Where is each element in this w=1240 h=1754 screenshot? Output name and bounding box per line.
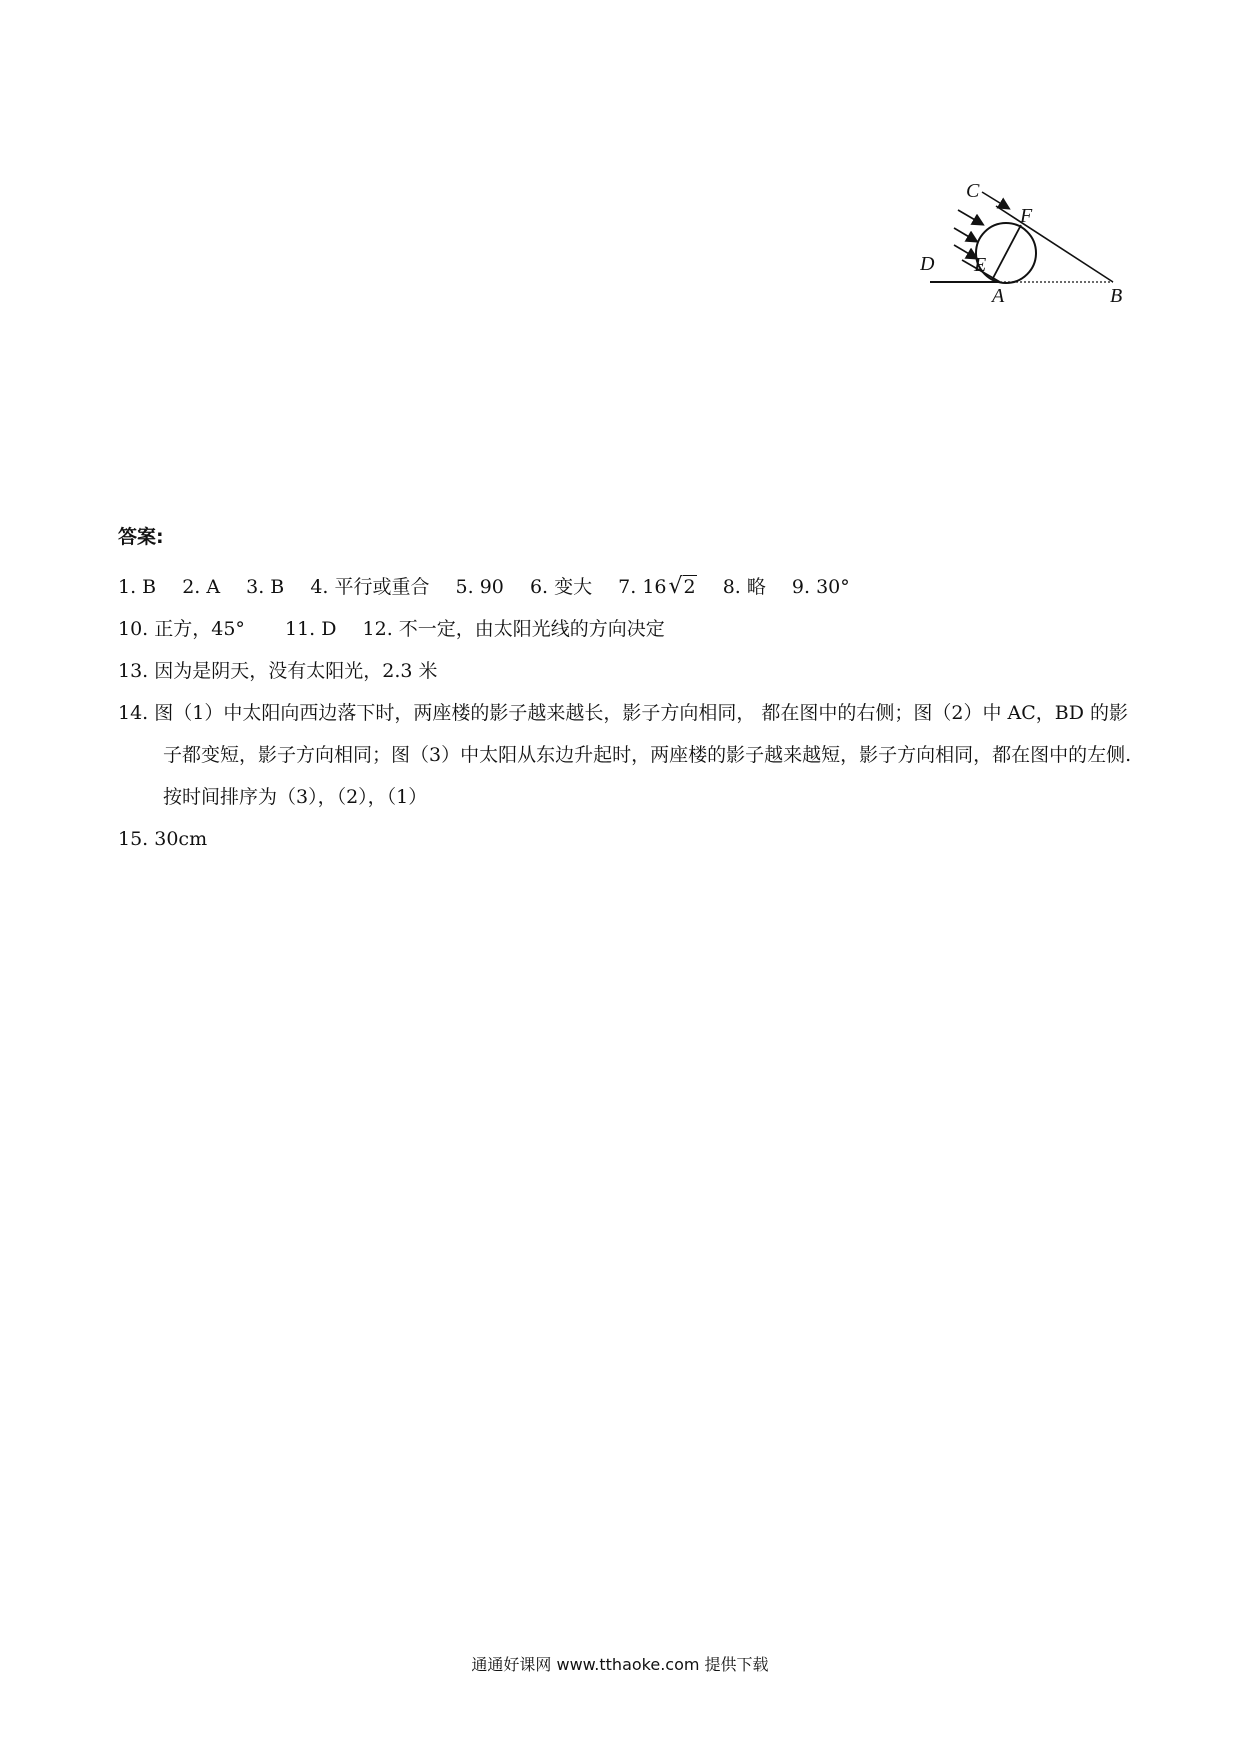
answers-list [118,566,1138,860]
label-a: A [992,285,1005,307]
answer-q7-prefix: 7. 16 [618,576,667,598]
label-b: B [1110,285,1123,307]
label-f: F [1020,205,1033,227]
page-footer: 通通好课网 www.tthaoke.com 提供下载 [471,1655,769,1674]
diameter-ef [992,225,1021,280]
answer-q13: 13. 因为是阴天，没有太阳光，2.3 米 [118,660,438,682]
tangent-line-upper [996,206,1113,282]
answer-q10: 10. 正方，45° [118,618,245,640]
answer-q6: 6. 变大 [529,576,593,598]
radicand: 2 [683,576,696,598]
answer-q5: 5. 90 [455,576,504,598]
answer-q4: 4. 平行或重合 [310,576,430,598]
label-d: D [920,253,935,275]
sqrt-expression [667,566,697,608]
answer-q1: 1. B [118,576,157,598]
sun-ray-2 [958,210,982,224]
answer-q3: 3. B [246,576,285,598]
geometry-figure [920,170,1160,320]
label-c: C [966,180,980,202]
sun-ray-1 [982,192,1008,208]
figure-svg [920,170,1160,320]
answer-q7 [618,576,696,598]
answer-line-1 [118,566,1138,608]
answer-line-2 [118,608,1138,650]
answer-q14: 14. 图（1）中太阳向西边落下时，两座楼的影子越来越长，影子方向相同， 都在图中的右侧；图（2）中 AC，BD 的影子都变短，影子方向相同；图（3）中太阳从东边升起时，两座楼的影子越来越短，影子方向相同，都在图中的左侧. 按时间排序为（3），（2），（1） [118,702,1132,808]
radical-sign: √ [668,574,683,599]
answer-q12: 12. 不一定，由太阳光线的方向决定 [362,618,665,640]
label-e: E [974,254,987,276]
answer-q2: 2. A [182,576,221,598]
answer-q15: 15. 30cm [118,828,208,850]
answer-q11: 11. D [284,618,337,640]
sun-ray-4 [954,245,976,258]
answers-heading: 答案: [118,526,164,548]
answer-q8: 8. 略 [722,576,766,598]
answer-q9: 9. 30° [791,576,850,598]
sun-ray-3 [954,228,976,241]
